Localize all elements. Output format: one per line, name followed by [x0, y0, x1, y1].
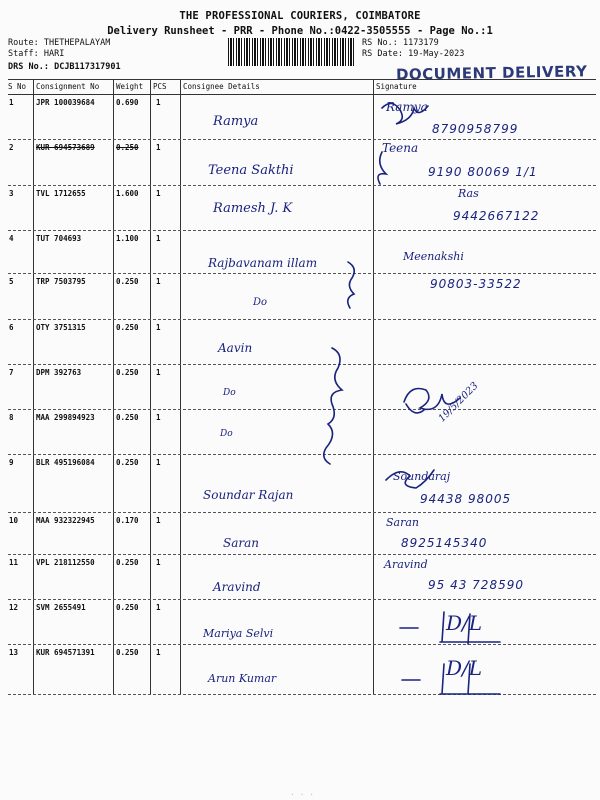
row-consignment: BLR 495196084 — [36, 458, 95, 467]
row-pcs: 1 — [156, 648, 161, 657]
consignee-handwriting: Do — [223, 388, 236, 398]
row-weight: 0.250 — [116, 558, 139, 567]
drs-value: DCJB117317901 — [54, 62, 121, 72]
row-weight: 0.250 — [116, 323, 139, 332]
brace-mark — [324, 348, 342, 464]
row-sno: 3 — [9, 189, 14, 198]
row-consignment: KUR 694571391 — [36, 648, 95, 657]
col-sno: S No — [8, 82, 27, 91]
rs-date-value: 19-May-2023 — [408, 49, 465, 59]
row-consignment: MAA 932322945 — [36, 516, 95, 525]
dl-box — [440, 612, 500, 644]
row-pcs: 1 — [156, 368, 161, 377]
signature-scribble — [386, 470, 434, 488]
consignee-handwriting: Rajbavanam illam — [208, 256, 318, 270]
col-signature: Signature — [376, 82, 417, 91]
col-consignee: Consignee Details — [183, 82, 260, 91]
row-pcs: 1 — [156, 458, 161, 467]
rs-no-label: RS No.: — [362, 38, 398, 48]
delivery-mark: D/L — [446, 611, 483, 635]
row-consignment: KUR 694573689 — [36, 143, 95, 152]
row-pcs: 1 — [156, 277, 161, 286]
row-pcs: 1 — [156, 189, 161, 198]
signature-scribble — [404, 389, 460, 413]
row-sno: 6 — [9, 323, 14, 332]
row-weight: 0.250 — [116, 413, 139, 422]
company-title: THE PROFESSIONAL COURIERS, COIMBATORE — [179, 10, 421, 22]
row-consignment: TUT 704693 — [36, 234, 82, 243]
col-pcs: PCS — [153, 82, 167, 91]
receiver-phone: 9190 80069 1/1 — [428, 165, 538, 179]
route-label: Route: — [8, 38, 39, 48]
consignee-handwriting: Aavin — [218, 341, 253, 355]
consignee-handwriting: Do — [220, 429, 233, 439]
row-weight: 0.690 — [116, 98, 139, 107]
signature: Soundaraj — [393, 470, 451, 483]
consignee-handwriting: Teena Sakthi — [208, 163, 294, 178]
brace-mark — [348, 262, 355, 308]
row-weight: 0.250 — [116, 277, 139, 286]
signature: Aravind — [384, 558, 428, 571]
row-weight: 0.250 — [116, 603, 139, 612]
signature: Teena — [382, 141, 419, 155]
staff-label: Staff: — [8, 49, 39, 59]
row-weight: 1.600 — [116, 189, 139, 198]
row-pcs: 1 — [156, 234, 161, 243]
dl-box — [440, 664, 500, 694]
row-sno: 1 — [9, 98, 14, 107]
row-sno: 2 — [9, 143, 14, 152]
row-pcs: 1 — [156, 323, 161, 332]
signature-date: 19/5/2023 — [436, 380, 481, 425]
signature: Saran — [386, 516, 419, 529]
signature-scribble — [378, 152, 386, 184]
row-sno: 10 — [9, 516, 19, 525]
row-consignment: SVM 2655491 — [36, 603, 86, 612]
signature: Ramya — [386, 100, 428, 114]
row-sno: 4 — [9, 234, 14, 243]
row-weight: 0.250 — [116, 458, 139, 467]
receiver-phone: 8790958799 — [432, 122, 519, 136]
row-consignment: OTY 3751315 — [36, 323, 86, 332]
route-value: THETHEPALAYAM — [43, 38, 111, 48]
consignee-handwriting: Do — [253, 297, 268, 308]
receiver-phone: 95 43 728590 — [428, 578, 524, 592]
col-weight: Weight — [116, 82, 144, 91]
row-weight: 0.250 — [116, 648, 139, 657]
runsheet-subtitle: Delivery Runsheet - PRR - Phone No.:0422-3505555 - Page No.:1 — [107, 25, 493, 37]
row-sno: 9 — [9, 458, 14, 467]
row-weight: 0.250 — [116, 368, 139, 377]
col-consignment: Consignment No — [36, 82, 100, 91]
drs-label: DRS No.: — [8, 62, 49, 72]
row-consignment: MAA 299894923 — [36, 413, 95, 422]
consignee-handwriting: Ramya — [213, 114, 259, 129]
signature: Meenakshi — [403, 250, 464, 263]
row-sno: 7 — [9, 368, 14, 377]
receiver-phone: 90803-33522 — [430, 277, 522, 291]
signature: Ras — [458, 187, 479, 200]
row-sno: 11 — [9, 558, 19, 567]
row-pcs: 1 — [156, 143, 161, 152]
consignee-handwriting: Arun Kumar — [208, 672, 277, 685]
row-pcs: 1 — [156, 516, 161, 525]
row-consignment: DPM 392763 — [36, 368, 82, 377]
row-consignment: TRP 7503795 — [36, 277, 86, 286]
rs-date-label: RS Date: — [362, 49, 403, 59]
footer-mark: · · · — [290, 790, 315, 799]
row-sno: 5 — [9, 277, 14, 286]
consignee-handwriting: Saran — [223, 536, 259, 550]
row-pcs: 1 — [156, 98, 161, 107]
consignee-handwriting: Soundar Rajan — [203, 488, 294, 502]
receiver-phone: 94438 98005 — [420, 492, 512, 506]
row-sno: 13 — [9, 648, 19, 657]
row-weight: 0.250 — [116, 143, 139, 152]
staff-value: HARI — [43, 49, 65, 59]
receiver-phone: 9442667122 — [453, 209, 540, 223]
row-pcs: 1 — [156, 413, 161, 422]
row-weight: 0.170 — [116, 516, 139, 525]
row-pcs: 1 — [156, 558, 161, 567]
row-sno: 12 — [9, 603, 19, 612]
row-consignment: JPR 100039684 — [36, 98, 95, 107]
document-delivery-stamp: DOCUMENT DELIVERY — [395, 62, 588, 84]
row-pcs: 1 — [156, 603, 161, 612]
receiver-phone: 8925145340 — [401, 536, 488, 550]
signature-scribble — [382, 103, 428, 124]
consignee-handwriting: Ramesh J. K — [213, 201, 293, 216]
row-consignment: VPL 218112550 — [36, 558, 95, 567]
consignee-handwriting: Aravind — [213, 580, 261, 594]
row-sno: 8 — [9, 413, 14, 422]
row-weight: 1.100 — [116, 234, 139, 243]
rs-no-value: 1173179 — [402, 38, 439, 48]
delivery-mark: D/L — [446, 656, 483, 680]
consignee-handwriting: Mariya Selvi — [203, 627, 274, 640]
row-consignment: TVL 1712655 — [36, 189, 86, 198]
